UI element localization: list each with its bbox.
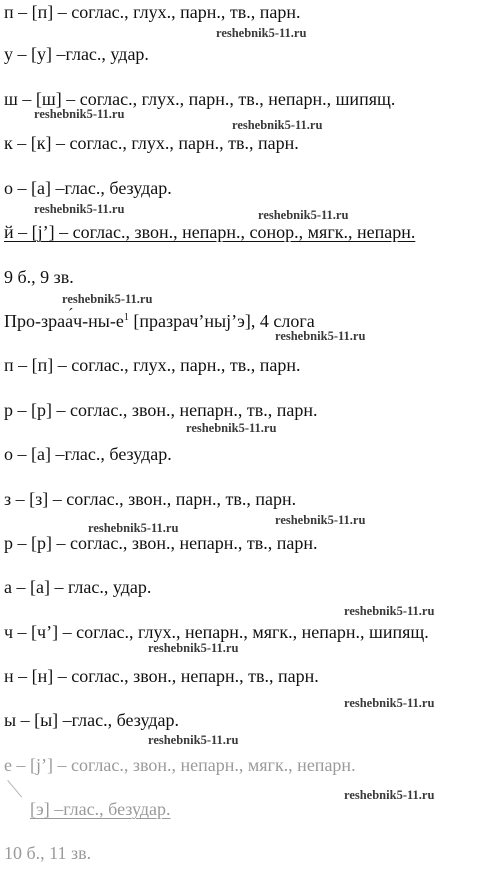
watermark: reshebnik5-11.ru	[275, 329, 366, 343]
text-line-17: ы – [ы] –глас., безудар.	[4, 710, 179, 730]
word-syllables-part-2: ч-ны-е	[73, 311, 124, 331]
watermark: reshebnik5-11.ru	[232, 118, 323, 132]
watermark: reshebnik5-11.ru	[88, 521, 179, 535]
watermark: reshebnik5-11.ru	[34, 107, 125, 121]
watermark: reshebnik5-11.ru	[148, 733, 239, 747]
watermark: reshebnik5-11.ru	[344, 604, 435, 618]
word-syllables-part-1: Про-зра	[4, 311, 66, 331]
text-line-3: ш – [ш] – соглас., глух., парн., тв., непарн., шипящ.	[4, 89, 396, 109]
text-line-15: ч – [ч’] – соглас., глух., непарн., мягк., непарн., шипящ.	[4, 622, 429, 642]
text-line-11: о – [а] –глас., безудар.	[4, 444, 172, 464]
text-line-7: 9 б., 9 зв.	[4, 267, 74, 287]
text-line-12: з – [з] – соглас., звон., парн., тв., парн.	[4, 489, 297, 509]
text-line-2: у – [у] –глас., удар.	[4, 44, 149, 64]
watermark: reshebnik5-11.ru	[186, 421, 277, 435]
text-line-14: а – [а] – глас., удар.	[4, 577, 152, 597]
watermark: reshebnik5-11.ru	[216, 26, 307, 40]
word-transcription-line	[4, 311, 315, 331]
strike-mark	[7, 780, 22, 797]
stressed-vowel: а ´	[65, 311, 73, 331]
watermark: reshebnik5-11.ru	[275, 513, 366, 527]
word-transcription: [празрач’ныj’э], 4 слога	[128, 311, 315, 331]
watermark: reshebnik5-11.ru	[148, 641, 239, 655]
text-line-18: е – [j’] – соглас., звон., непарн., мягк., непарн.	[4, 755, 356, 775]
text-line-1: п – [п] – соглас., глух., парн., тв., парн.	[4, 2, 301, 22]
watermark: reshebnik5-11.ru	[344, 788, 435, 802]
text-line-6: й – [j’] – соглас., звон., непарн., сонор., мягк., непарн.	[4, 222, 416, 242]
text-line-19: [э] –глас., безудар.	[30, 799, 171, 819]
text-line-9: п – [п] – соглас., глух., парн., тв., парн.	[4, 355, 301, 375]
watermark: reshebnik5-11.ru	[258, 208, 349, 222]
watermark: reshebnik5-11.ru	[344, 696, 435, 710]
text-line-10: р – [р] – соглас., звон., непарн., тв., парн.	[4, 400, 318, 420]
text-line-5: о – [а] –глас., безудар.	[4, 178, 172, 198]
text-line-13: р – [р] – соглас., звон., непарн., тв., парн.	[4, 533, 318, 553]
text-line-4: к – [к] – соглас., глух., парн., тв., парн.	[4, 133, 299, 153]
watermark: reshebnik5-11.ru	[34, 202, 125, 216]
footnote-mark: 1	[123, 312, 129, 323]
watermark: reshebnik5-11.ru	[62, 292, 153, 306]
text-line-16: н – [н] – соглас., звон., непарн., тв., парн.	[4, 666, 319, 686]
text-line-20: 10 б., 11 зв.	[4, 843, 92, 863]
